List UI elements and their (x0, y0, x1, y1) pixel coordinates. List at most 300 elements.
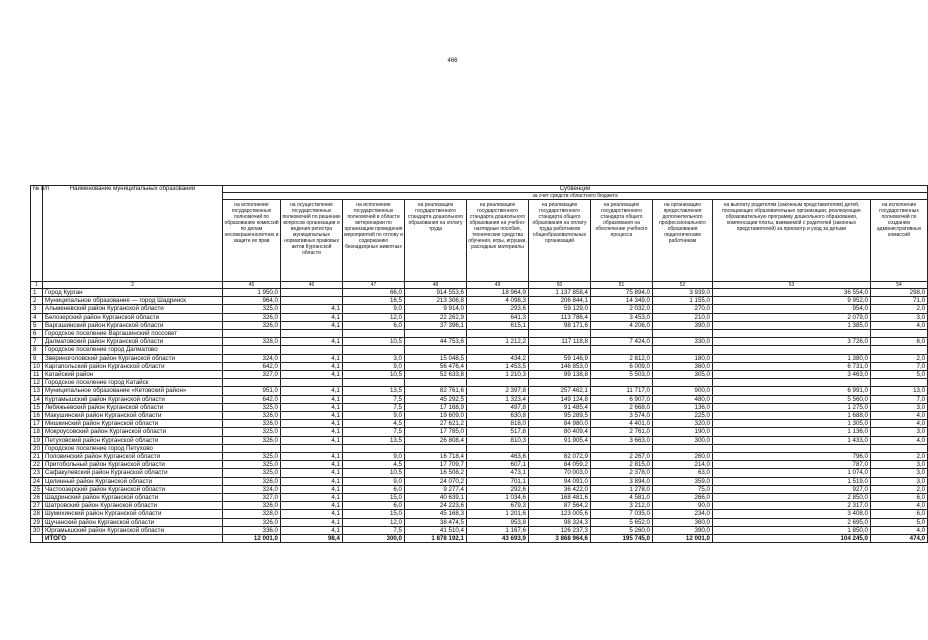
value-cell: 3 868 964,6 (529, 535, 591, 543)
value-cell: 3,0 (871, 477, 928, 485)
value-cell: 914 553,6 (405, 289, 467, 297)
value-cell (281, 379, 343, 387)
value-cell (713, 330, 871, 338)
row-number: 26 (31, 494, 43, 502)
value-cell: 320,0 (653, 420, 713, 428)
value-cell: 1 136,0 (713, 428, 871, 436)
column-header: на исполнение государственных полномочий по образованию комиссий по делам несовершеннолетних и защите их прав (223, 200, 281, 282)
value-cell: 24 223,6 (405, 502, 467, 510)
value-cell: 4 581,0 (591, 494, 653, 502)
page-number: 466 (447, 58, 458, 64)
value-cell: 4,1 (281, 453, 343, 461)
value-cell: 91 485,4 (529, 403, 591, 411)
value-cell (713, 444, 871, 452)
value-cell: 4,1 (281, 502, 343, 510)
value-cell: 6,0 (871, 494, 928, 502)
value-cell: 99 138,8 (529, 371, 591, 379)
value-cell: 24 070,2 (405, 477, 467, 485)
value-cell: 27 621,2 (405, 420, 467, 428)
value-cell: 75,0 (653, 485, 713, 493)
value-cell: 4,1 (281, 428, 343, 436)
table-row (31, 420, 928, 428)
value-cell: 1 688,0 (713, 412, 871, 420)
municipality-name: Муниципальное образование — город Шадринск (43, 297, 223, 305)
municipality-name: Макушинский район Курганской области (43, 412, 223, 420)
row-number: 21 (31, 453, 43, 461)
value-cell (281, 297, 343, 305)
table-row (31, 461, 928, 469)
municipality-name: Городское поселение Варгашинский поссовет (43, 330, 223, 338)
value-cell: 3,0 (343, 354, 405, 362)
value-cell: 5,0 (871, 371, 928, 379)
header-num: № п/п (31, 186, 43, 282)
value-cell: 17 709,7 (405, 461, 467, 469)
table-row (31, 494, 928, 502)
value-cell: 9,0 (343, 412, 405, 420)
value-cell: 1 137 858,4 (529, 289, 591, 297)
municipality-name: Далматовский район Курганской области (43, 338, 223, 346)
value-cell: 4,1 (281, 403, 343, 411)
value-cell: 36 554,0 (713, 289, 871, 297)
value-cell (467, 444, 529, 452)
column-header: на реализацию государственного стандарта общего образования на оплату труда работников общеобразовательных организаций (529, 200, 591, 282)
value-cell: 3,0 (871, 403, 928, 411)
value-cell: 84 980,0 (529, 420, 591, 428)
column-header: на выплату родителям (законным представителям) детей, посещающих образовательные организации, реализующие образовательную программу дошкольного образования, компенсации платы, взимаемой с родителей (законных представителей) за присмотр и уход за детьми (713, 200, 871, 282)
value-cell: 2 032,0 (591, 305, 653, 313)
value-cell: 5 652,0 (591, 518, 653, 526)
value-cell: 15 048,5 (405, 354, 467, 362)
value-cell: 2,0 (871, 485, 928, 493)
value-cell (343, 379, 405, 387)
row-number: 18 (31, 428, 43, 436)
value-cell: 4,0 (871, 321, 928, 329)
value-cell: 19 609,0 (405, 412, 467, 420)
value-cell: 1 433,0 (713, 436, 871, 444)
value-cell: 44 753,6 (405, 338, 467, 346)
value-cell: 5 560,0 (713, 395, 871, 403)
value-cell: 3 726,0 (713, 338, 871, 346)
value-cell: 1 453,5 (467, 362, 529, 370)
column-number: 53 (713, 282, 871, 289)
table-row (31, 362, 928, 370)
subventions-table (30, 185, 928, 543)
table-row (31, 428, 928, 436)
table-row (31, 330, 928, 338)
row-number: 5 (31, 321, 43, 329)
value-cell: 325,0 (223, 453, 281, 461)
municipality-name: Шатровский район Курганской области (43, 502, 223, 510)
value-cell: 7,5 (343, 526, 405, 534)
value-cell: 4,0 (871, 412, 928, 420)
value-cell: 4,1 (281, 526, 343, 534)
municipality-name: Белозерский район Курганской области (43, 313, 223, 321)
value-cell: 94 091,0 (529, 477, 591, 485)
value-cell: 234,0 (653, 510, 713, 518)
value-cell (871, 444, 928, 452)
value-cell: 298,0 (871, 289, 928, 297)
value-cell: 1 323,4 (467, 395, 529, 403)
value-cell: 328,0 (223, 510, 281, 518)
value-cell: 66,0 (343, 289, 405, 297)
value-cell: 4,1 (281, 485, 343, 493)
value-cell (281, 330, 343, 338)
row-number: 4 (31, 313, 43, 321)
value-cell: 796,0 (713, 453, 871, 461)
table-row (31, 510, 928, 518)
value-cell (529, 330, 591, 338)
value-cell: 2 317,0 (713, 502, 871, 510)
value-cell (871, 346, 928, 354)
value-cell: 4 098,3 (467, 297, 529, 305)
table-row (31, 297, 928, 305)
value-cell: 4,1 (281, 518, 343, 526)
value-cell: 1 950,0 (223, 289, 281, 297)
row-number: 16 (31, 412, 43, 420)
value-cell: 5,0 (871, 518, 928, 526)
value-cell: 10,5 (343, 338, 405, 346)
municipality-name: Лебяжьевский район Курганской области (43, 403, 223, 411)
column-number: 48 (405, 282, 467, 289)
value-cell: 480,0 (653, 395, 713, 403)
value-cell: 4,1 (281, 371, 343, 379)
value-cell: 98 171,6 (529, 321, 591, 329)
value-cell: 360,0 (653, 362, 713, 370)
value-cell: 497,8 (467, 403, 529, 411)
row-number: 9 (31, 354, 43, 362)
value-cell: 9,0 (343, 453, 405, 461)
value-cell (223, 346, 281, 354)
value-cell (591, 379, 653, 387)
value-cell (529, 379, 591, 387)
value-cell: 7 424,0 (591, 338, 653, 346)
column-header: на исполнение государственных полномочий в области ветеринарии по организации проведения мероприятий по отлову и содержанию безнадзорных животных (343, 200, 405, 282)
value-cell: 75 894,0 (591, 289, 653, 297)
value-cell: 10,5 (343, 371, 405, 379)
value-cell: 787,0 (713, 461, 871, 469)
value-cell: 70 003,0 (529, 469, 591, 477)
value-cell: 4,1 (281, 494, 343, 502)
value-cell: 927,0 (713, 485, 871, 493)
value-cell: 56 476,4 (405, 362, 467, 370)
municipality-name: Муниципальное образование «Кетовский район» (43, 387, 223, 395)
column-header: на реализацию государственного стандарта дошкольного образования на оплату труда (405, 200, 467, 282)
value-cell: 473,1 (467, 469, 529, 477)
value-cell: 4 401,0 (591, 420, 653, 428)
row-number: 20 (31, 444, 43, 452)
row-number: 19 (31, 436, 43, 444)
value-cell: 4,1 (281, 338, 343, 346)
header-group: Субвенции (223, 186, 928, 193)
table-row (31, 395, 928, 403)
value-cell: 326,0 (223, 321, 281, 329)
value-cell: 679,3 (467, 502, 529, 510)
value-cell: 324,0 (223, 354, 281, 362)
value-cell: 4,1 (281, 469, 343, 477)
municipality-name: Городское поселение город Катайск (43, 379, 223, 387)
value-cell: 900,0 (653, 387, 713, 395)
header-name: Наименование муниципальных образований (43, 186, 223, 282)
value-cell (653, 346, 713, 354)
value-cell (223, 330, 281, 338)
value-cell: 4 206,0 (591, 321, 653, 329)
table-row (31, 526, 928, 534)
value-cell: 2,0 (871, 305, 928, 313)
value-cell: 4,1 (281, 387, 343, 395)
value-cell: 336,0 (223, 526, 281, 534)
value-cell (591, 444, 653, 452)
table-row (31, 412, 928, 420)
value-cell: 434,2 (467, 354, 529, 362)
value-cell (281, 444, 343, 452)
value-cell: 84 059,2 (529, 461, 591, 469)
value-cell: 2 668,0 (591, 403, 653, 411)
value-cell: 1 278,0 (591, 485, 653, 493)
value-cell: 26 808,4 (405, 436, 467, 444)
column-number: 51 (591, 282, 653, 289)
value-cell: 701,1 (467, 477, 529, 485)
municipality-name: Шадринский район Курганской области (43, 494, 223, 502)
value-cell: 149 124,8 (529, 395, 591, 403)
value-cell: 951,0 (223, 387, 281, 395)
value-cell: 38 474,5 (405, 518, 467, 526)
row-number: 14 (31, 395, 43, 403)
value-cell: 818,0 (467, 420, 529, 428)
value-cell: 12 001,0 (223, 535, 281, 543)
value-cell: 168 481,6 (529, 494, 591, 502)
value-cell: 2 695,0 (713, 518, 871, 526)
value-cell: 206 844,1 (529, 297, 591, 305)
value-cell: 7,0 (871, 395, 928, 403)
municipality-name: Катайский район (43, 371, 223, 379)
column-number: 2 (43, 282, 223, 289)
table-row (31, 469, 928, 477)
value-cell (467, 379, 529, 387)
value-cell (529, 346, 591, 354)
value-cell: 9,0 (343, 305, 405, 313)
value-cell: 5 503,0 (591, 371, 653, 379)
value-cell: 2 812,0 (591, 354, 653, 362)
table-row (31, 444, 928, 452)
row-number: 25 (31, 485, 43, 493)
row-number: 29 (31, 518, 43, 526)
value-cell: 6 731,0 (713, 362, 871, 370)
value-cell: 71,0 (871, 297, 928, 305)
value-cell: 3 939,0 (653, 289, 713, 297)
value-cell: 4,1 (281, 420, 343, 428)
value-cell: 7 035,0 (591, 510, 653, 518)
value-cell: 4,0 (871, 436, 928, 444)
value-cell: 325,0 (223, 403, 281, 411)
municipality-name: ИТОГО (43, 535, 223, 543)
municipality-name: Щучанский район Курганской области (43, 518, 223, 526)
value-cell: 641,3 (467, 313, 529, 321)
table-row (31, 403, 928, 411)
value-cell: 6,0 (343, 321, 405, 329)
value-cell: 642,0 (223, 362, 281, 370)
value-cell (653, 379, 713, 387)
value-cell: 16,5 (343, 297, 405, 305)
value-cell: 4,1 (281, 436, 343, 444)
row-number: 22 (31, 461, 43, 469)
row-number: 6 (31, 330, 43, 338)
value-cell: 180,0 (653, 354, 713, 362)
municipality-name: Звериноголовский район Курганской области (43, 354, 223, 362)
municipality-name: Частоозерский район Курганской области (43, 485, 223, 493)
value-cell: 136,0 (653, 403, 713, 411)
value-cell: 2,0 (871, 453, 928, 461)
value-cell: 2 397,8 (467, 387, 529, 395)
municipality-name: Половинский район Курганской области (43, 453, 223, 461)
value-cell: 13,0 (871, 387, 928, 395)
value-cell: 359,0 (653, 477, 713, 485)
row-number: 30 (31, 526, 43, 534)
value-cell: 4,1 (281, 305, 343, 313)
value-cell (467, 346, 529, 354)
table-row (31, 387, 928, 395)
value-cell: 4,5 (343, 420, 405, 428)
value-cell: 2 079,0 (713, 313, 871, 321)
value-cell: 325,0 (223, 469, 281, 477)
row-number: 17 (31, 420, 43, 428)
value-cell: 3 212,0 (591, 502, 653, 510)
value-cell: 113 786,4 (529, 313, 591, 321)
table-row (31, 502, 928, 510)
value-cell: 4,1 (281, 313, 343, 321)
value-cell: 326,0 (223, 502, 281, 510)
value-cell: 45 168,3 (405, 510, 467, 518)
column-header: на реализацию государственного стандарта дошкольного образования на учебно-наглядные пособия, технические средства обучения, игры, игрушки, расходные материалы (467, 200, 529, 282)
value-cell: 4,1 (281, 362, 343, 370)
value-cell: 1 850,0 (713, 526, 871, 534)
value-cell: 98,4 (281, 535, 343, 543)
value-cell: 2 267,0 (591, 453, 653, 461)
value-cell: 90,0 (653, 502, 713, 510)
table-row (31, 436, 928, 444)
value-cell: 7,5 (343, 428, 405, 436)
value-cell: 5 260,0 (591, 526, 653, 534)
value-cell: 59 129,0 (529, 305, 591, 313)
value-cell: 463,6 (467, 453, 529, 461)
value-cell: 91 905,4 (529, 436, 591, 444)
row-number: 12 (31, 379, 43, 387)
value-cell (223, 444, 281, 452)
table-row (31, 453, 928, 461)
column-number: 49 (467, 282, 529, 289)
table-row (31, 313, 928, 321)
value-cell: 964,0 (223, 297, 281, 305)
value-cell: 15,0 (343, 494, 405, 502)
row-number (31, 535, 43, 543)
value-cell: 146 853,0 (529, 362, 591, 370)
value-cell: 4,5 (343, 461, 405, 469)
value-cell: 1 212,2 (467, 338, 529, 346)
value-cell: 40 639,1 (405, 494, 467, 502)
value-cell: 6,0 (871, 510, 928, 518)
table-row (31, 371, 928, 379)
value-cell: 517,8 (467, 428, 529, 436)
value-cell: 195 745,0 (591, 535, 653, 543)
value-cell: 360,0 (653, 518, 713, 526)
value-cell: 6 991,0 (713, 387, 871, 395)
table-row (31, 321, 928, 329)
value-cell: 300,0 (653, 436, 713, 444)
value-cell (405, 346, 467, 354)
value-cell (871, 379, 928, 387)
value-cell (713, 379, 871, 387)
value-cell: 104 245,0 (713, 535, 871, 543)
value-cell: 98 324,3 (529, 518, 591, 526)
value-cell: 292,6 (467, 485, 529, 493)
row-number: 24 (31, 477, 43, 485)
value-cell: 12,0 (343, 518, 405, 526)
value-cell: 13,5 (343, 387, 405, 395)
value-cell: 260,0 (653, 453, 713, 461)
table-row (31, 305, 928, 313)
value-cell (343, 444, 405, 452)
value-cell: 326,0 (223, 518, 281, 526)
value-cell: 4,1 (281, 354, 343, 362)
value-cell: 330,0 (653, 338, 713, 346)
value-cell: 41 510,4 (405, 526, 467, 534)
value-cell: 1 210,3 (467, 371, 529, 379)
value-cell: 327,0 (223, 494, 281, 502)
value-cell: 6,0 (343, 502, 405, 510)
value-cell (871, 330, 928, 338)
value-cell: 1 074,0 (713, 469, 871, 477)
value-cell: 45 292,5 (405, 395, 467, 403)
value-cell: 4,0 (871, 502, 928, 510)
value-cell: 2 815,0 (591, 461, 653, 469)
value-cell: 12 001,0 (653, 535, 713, 543)
value-cell: 3,0 (871, 428, 928, 436)
value-cell: 7,5 (343, 395, 405, 403)
row-number: 11 (31, 371, 43, 379)
municipality-name: Городское поселение город Петухово (43, 444, 223, 452)
value-cell: 43 693,9 (467, 535, 529, 543)
value-cell: 117 118,8 (529, 338, 591, 346)
value-cell: 9 952,0 (713, 297, 871, 305)
value-cell (343, 330, 405, 338)
value-cell: 4,1 (281, 321, 343, 329)
header-subgroup: за счет средств областного бюджета (223, 193, 928, 200)
value-cell: 22 262,9 (405, 313, 467, 321)
value-cell (653, 330, 713, 338)
value-cell: 1 385,0 (713, 321, 871, 329)
value-cell: 9,0 (343, 477, 405, 485)
value-cell: 14 349,0 (591, 297, 653, 305)
value-cell: 225,0 (653, 412, 713, 420)
value-cell: 4,0 (871, 526, 928, 534)
value-cell: 4,1 (281, 461, 343, 469)
value-cell (281, 346, 343, 354)
value-cell: 17 785,0 (405, 428, 467, 436)
value-cell (223, 379, 281, 387)
municipality-name: Притобольный район Курганской области (43, 461, 223, 469)
value-cell: 293,6 (467, 305, 529, 313)
row-number: 28 (31, 510, 43, 518)
municipality-name: Целинный район Курганской области (43, 477, 223, 485)
value-cell: 326,0 (223, 420, 281, 428)
value-cell: 18 964,9 (467, 289, 529, 297)
column-number: 46 (281, 282, 343, 289)
value-cell: 123 005,6 (529, 510, 591, 518)
value-cell: 213 306,8 (405, 297, 467, 305)
value-cell: 3 408,0 (713, 510, 871, 518)
value-cell: 87 564,2 (529, 502, 591, 510)
value-cell: 6,0 (871, 338, 928, 346)
table-row (31, 518, 928, 526)
